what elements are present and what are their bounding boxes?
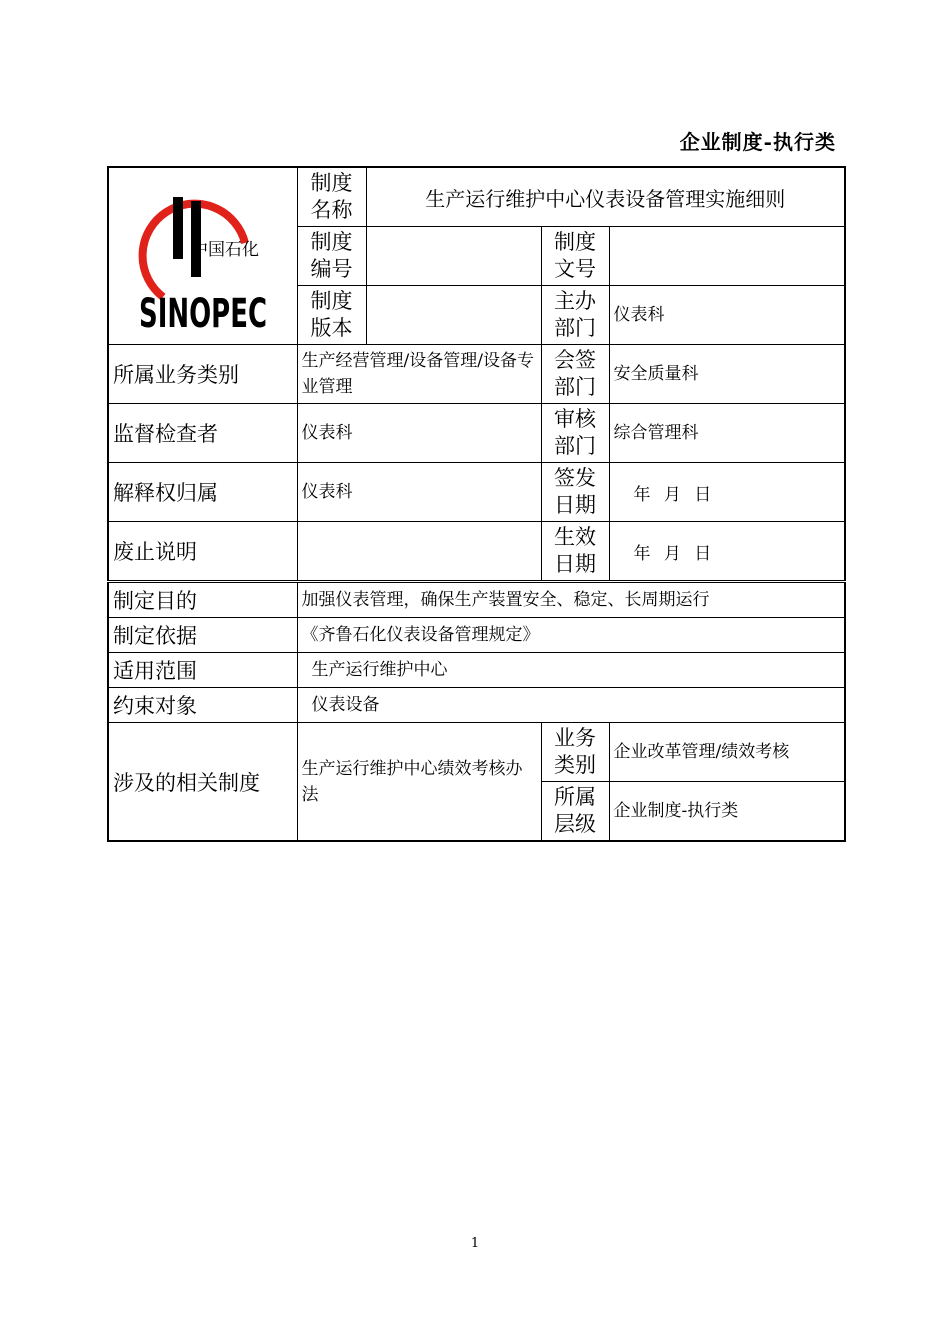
- value-business-type: 企业改革管理/绩效考核: [609, 723, 845, 782]
- label-host-department: 主办 部门: [541, 286, 609, 345]
- value-target: 仪表设备: [297, 688, 845, 723]
- value-basis: 《齐鲁石化仪表设备管理规定》: [297, 618, 845, 653]
- label-basis: 制定依据: [108, 618, 297, 653]
- value-sign-date: 年 月 日: [609, 463, 845, 522]
- value-regulation-name: 生产运行维护中心仪表设备管理实施细则: [366, 167, 845, 227]
- label-business-type: 业务 类别: [541, 723, 609, 782]
- value-host-department: 仪表科: [609, 286, 845, 345]
- logo-english-name: SINOPEC: [138, 291, 267, 329]
- label-sign-date: 签发 日期: [541, 463, 609, 522]
- value-business-category: 生产经营管理/设备管理/设备专业管理: [297, 345, 541, 404]
- label-regulation-number: 制度 编号: [297, 227, 366, 286]
- value-purpose: 加强仪表管理，确保生产装置安全、稳定、长周期运行: [297, 582, 845, 618]
- value-abolish-note: [297, 522, 541, 582]
- label-scope: 适用范围: [108, 653, 297, 688]
- label-business-category: 所属业务类别: [108, 345, 297, 404]
- value-regulation-number: [366, 227, 541, 286]
- page-number: 1: [470, 1236, 480, 1251]
- label-purpose: 制定目的: [108, 582, 297, 618]
- label-abolish-note: 废止说明: [108, 522, 297, 582]
- label-interpretation-right: 解释权归属: [108, 463, 297, 522]
- document-category-header: 企业制度-执行类: [679, 130, 836, 154]
- value-interpretation-right: 仪表科: [297, 463, 541, 522]
- sinopec-logo-cell: [108, 167, 297, 345]
- value-level: 企业制度-执行类: [609, 782, 845, 842]
- label-effective-date: 生效 日期: [541, 522, 609, 582]
- label-target: 约束对象: [108, 688, 297, 723]
- regulation-info-table: [107, 166, 846, 842]
- label-regulation-version: 制度 版本: [297, 286, 366, 345]
- value-cosign-department: 安全质量科: [609, 345, 845, 404]
- value-scope: 生产运行维护中心: [297, 653, 845, 688]
- label-supervisor: 监督检查者: [108, 404, 297, 463]
- sinopec-logo: [133, 179, 273, 329]
- label-regulation-name: 制度 名称: [297, 167, 366, 227]
- label-review-department: 审核 部门: [541, 404, 609, 463]
- label-related-regulations: 涉及的相关制度: [108, 723, 297, 842]
- value-effective-date: 年 月 日: [609, 522, 845, 582]
- value-regulation-version: [366, 286, 541, 345]
- value-supervisor: 仪表科: [297, 404, 541, 463]
- logo-chinese-name: 中国石化: [190, 240, 259, 260]
- label-document-number: 制度 文号: [541, 227, 609, 286]
- label-cosign-department: 会签 部门: [541, 345, 609, 404]
- value-related-regulations: 生产运行维护中心绩效考核办法: [297, 723, 541, 842]
- value-document-number: [609, 227, 845, 286]
- label-level: 所属 层级: [541, 782, 609, 842]
- value-review-department: 综合管理科: [609, 404, 845, 463]
